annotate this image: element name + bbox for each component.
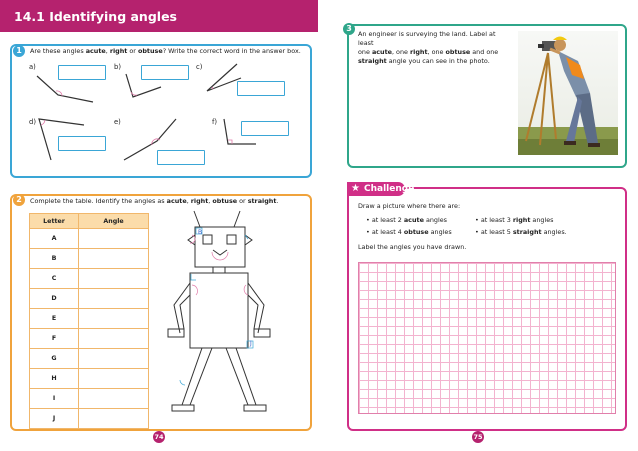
table-header-letter: Letter — [30, 214, 79, 229]
letter-cell: C — [30, 269, 79, 289]
angle-cell[interactable] — [79, 289, 149, 309]
question-3-number: 3 — [343, 23, 355, 35]
challenge-bullet: • at least 4 obtuse angles — [366, 228, 452, 236]
angle-drawings — [0, 0, 320, 180]
table-row — [30, 229, 149, 249]
angle-cell[interactable] — [79, 269, 149, 289]
letter-cell: A — [30, 229, 79, 249]
angle-table — [29, 213, 149, 429]
angle-e-lines — [124, 119, 176, 160]
angle-label-e: e) — [114, 118, 121, 126]
robot-drawing — [150, 205, 300, 420]
robot-label-b: B — [198, 229, 203, 236]
angle-cell[interactable] — [79, 229, 149, 249]
letter-cell: I — [30, 389, 79, 409]
letter-cell: D — [30, 289, 79, 309]
page-number-left: 74 — [154, 433, 164, 441]
challenge-bullet: • at least 3 right angles — [475, 216, 554, 224]
question-1-instruction: Are these angles acute, right or obtuse? Write the correct word in the answer box. — [30, 47, 301, 55]
challenge-intro: Draw a picture where there are: — [358, 202, 461, 210]
star-icon: ★ — [351, 183, 360, 194]
letter-cell: J — [30, 409, 79, 429]
angle-cell[interactable] — [79, 389, 149, 409]
angle-label-f: f) — [212, 118, 218, 126]
angle-b-lines — [126, 74, 161, 97]
page-number-right: 75 — [473, 433, 483, 441]
question-3-instruction: An engineer is surveying the land. Label at least one acute, one right, one obtuse and one straight angle you can see in the photo. — [358, 30, 499, 65]
challenge-bullet: • at least 2 acute angles — [366, 216, 447, 224]
angle-cell[interactable] — [79, 349, 149, 369]
challenge-title: Challenge — [364, 184, 415, 194]
letter-cell: H — [30, 369, 79, 389]
angle-d-lines — [39, 119, 84, 160]
angle-label-b: b) — [114, 63, 121, 71]
angle-cell[interactable] — [79, 329, 149, 349]
table-row — [30, 289, 149, 309]
letter-cell: B — [30, 249, 79, 269]
page-title: 14.1 Identifying angles — [14, 9, 177, 24]
table-row — [30, 309, 149, 329]
table-row — [30, 369, 149, 389]
angle-cell[interactable] — [79, 249, 149, 269]
challenge-tag — [347, 182, 415, 196]
angle-label-c: c) — [196, 63, 203, 71]
angle-cell[interactable] — [79, 309, 149, 329]
challenge-bullet: • at least 5 straight angles. — [475, 228, 567, 236]
letter-cell: E — [30, 309, 79, 329]
question-2-instruction: Complete the table. Identify the angles as acute, right, obtuse or straight. — [30, 197, 279, 205]
question-1-number: 1 — [13, 45, 25, 57]
letter-cell: G — [30, 349, 79, 369]
table-row — [30, 329, 149, 349]
angle-cell[interactable] — [79, 369, 149, 389]
table-row — [30, 269, 149, 289]
table-row — [30, 389, 149, 409]
drawing-grid[interactable] — [358, 262, 616, 414]
angle-label-a: a) — [29, 63, 36, 71]
angle-a-lines — [37, 76, 93, 102]
challenge-label-instruction: Label the angles you have drawn. — [358, 243, 467, 251]
question-2-number: 2 — [13, 194, 25, 206]
letter-cell: F — [30, 329, 79, 349]
table-row — [30, 249, 149, 269]
table-row — [30, 349, 149, 369]
table-header-angle: Angle — [79, 214, 149, 229]
angle-label-d: d) — [29, 118, 36, 126]
surveyor-photo — [518, 31, 618, 155]
table-row — [30, 409, 149, 429]
angle-cell[interactable] — [79, 409, 149, 429]
robot-label-j: J — [250, 340, 252, 347]
